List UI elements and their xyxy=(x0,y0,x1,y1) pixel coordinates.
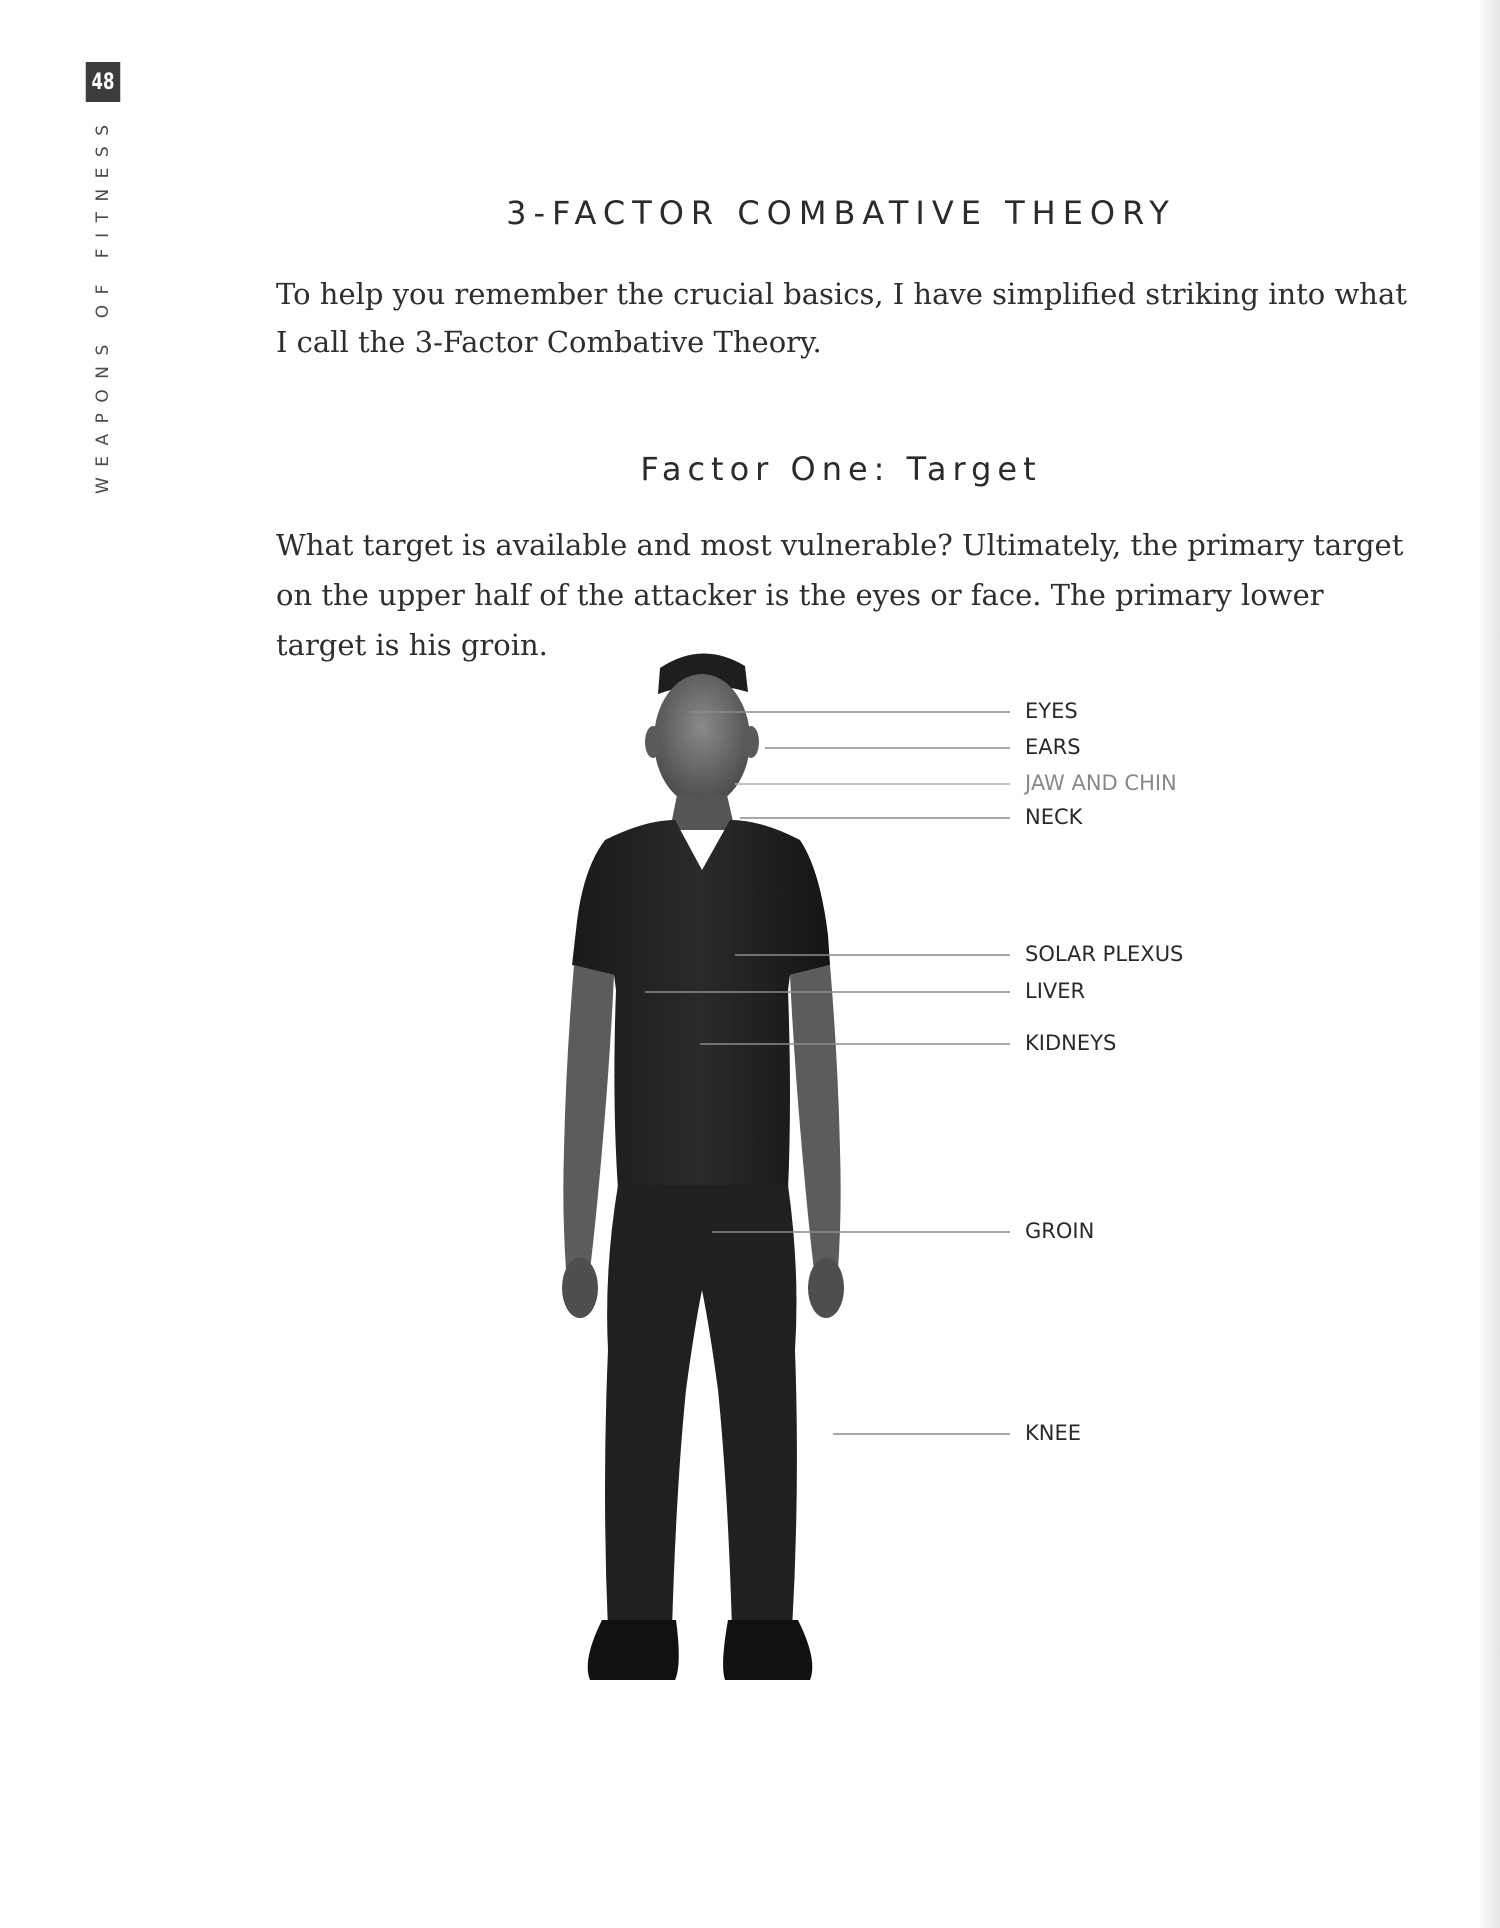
pants xyxy=(605,1185,797,1630)
right-shoe xyxy=(723,1620,812,1680)
section-title: 3-FACTOR COMBATIVE THEORY xyxy=(506,194,1176,232)
target-label: LIVER xyxy=(1025,979,1086,1003)
target-label: KIDNEYS xyxy=(1025,1031,1117,1055)
target-label: KNEE xyxy=(1025,1421,1082,1445)
target-label: EARS xyxy=(1025,735,1081,759)
body-paragraph: What target is available and most vulnerable? Ultimately, the primary target on the upper half of the attacker is the eyes or face. The primary lower target is his groin. xyxy=(276,528,1404,662)
left-arm xyxy=(563,965,614,1270)
intro-paragraph: To help you remember the crucial basics, I have simplified striking into what I call the 3-Factor Combative Theory. xyxy=(276,277,1407,359)
subsection-title: Factor One: Target xyxy=(640,450,1042,488)
target-label: SOLAR PLEXUS xyxy=(1025,942,1184,966)
target-label: JAW AND CHIN xyxy=(1025,771,1177,795)
target-label: EYES xyxy=(1025,699,1078,723)
right-arm xyxy=(790,965,841,1270)
left-hand xyxy=(562,1258,598,1318)
right-hand xyxy=(808,1258,844,1318)
target-label: GROIN xyxy=(1025,1219,1095,1243)
left-shoe xyxy=(588,1620,679,1680)
page-number: 48 xyxy=(86,62,121,102)
left-ear xyxy=(645,726,661,758)
neck xyxy=(670,795,735,830)
target-label: NECK xyxy=(1025,805,1083,829)
page-edge-shadow xyxy=(1478,0,1500,1928)
head xyxy=(654,674,750,806)
running-head: WEAPONS OF FITNESS xyxy=(93,114,113,494)
person-figure xyxy=(470,630,1030,1720)
right-ear xyxy=(743,726,759,758)
